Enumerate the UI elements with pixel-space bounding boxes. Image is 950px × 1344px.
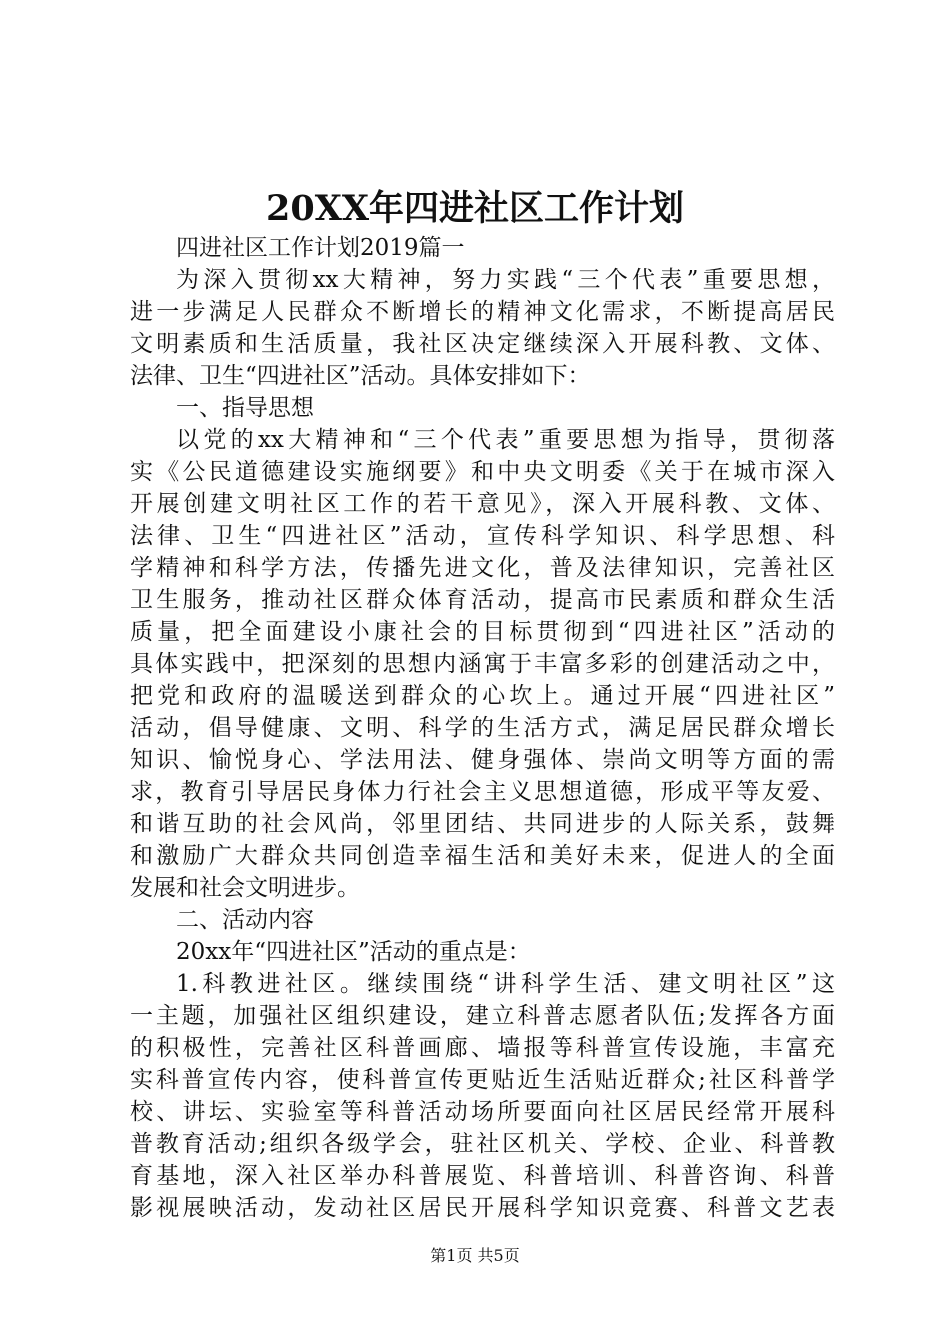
document-title: 20XX年四进社区工作计划: [265, 188, 685, 229]
paragraph-line: 求，教育引导居民身体力行社会主义思想道德，形成平等友爱、: [130, 779, 835, 805]
paragraph-line: 以党的xx大精神和“三个代表”重要思想为指导，贯彻落: [176, 427, 835, 453]
paragraph-line: 1.科教进社区。继续围绕“讲科学生活、建文明社区”这: [176, 971, 835, 997]
paragraph-line: 学精神和科学方法，传播先进文化，普及法律知识，完善社区: [130, 555, 835, 581]
paragraph-line: 卫生服务，推动社区群众体育活动，提高市民素质和群众生活: [130, 587, 835, 613]
paragraph-line: 一主题，加强社区组织建设，建立科普志愿者队伍;发挥各方面: [130, 1003, 835, 1029]
paragraph-line: 和激励广大群众共同创造幸福生活和美好未来，促进人的全面: [130, 843, 835, 869]
paragraph-line: 把党和政府的温暖送到群众的心坎上。通过开展“四进社区”: [130, 683, 835, 709]
section-heading: 一、指导思想: [176, 395, 314, 421]
paragraph-line: 发展和社会文明进步。: [130, 875, 360, 901]
paragraph-line: 实科普宣传内容，使科普宣传更贴近生活贴近群众;社区科普学: [130, 1067, 835, 1093]
paragraph-line: 实《公民道德建设实施纲要》和中央文明委《关于在城市深入: [130, 459, 835, 485]
paragraph-line: 文明素质和生活质量，我社区决定继续深入开展科教、文体、: [130, 331, 835, 357]
paragraph-line: 的积极性，完善社区科普画廊、墙报等科普宣传设施，丰富充: [130, 1035, 835, 1061]
paragraph-line: 普教育活动;组织各级学会，驻社区机关、学校、企业、科普教: [130, 1131, 835, 1157]
paragraph-line: 20xx年“四进社区”活动的重点是：: [176, 939, 531, 965]
paragraph-line: 知识、愉悦身心、学法用法、健身强体、崇尚文明等方面的需: [130, 747, 835, 773]
paragraph-line: 校、讲坛、实验室等科普活动场所要面向社区居民经常开展科: [130, 1099, 835, 1125]
paragraph-line: 影视展映活动，发动社区居民开展科学知识竞赛、科普文艺表: [130, 1195, 835, 1221]
paragraph-line: 和谐互助的社会风尚，邻里团结、共同进步的人际关系，鼓舞: [130, 811, 835, 837]
section-heading: 二、活动内容: [176, 907, 314, 933]
paragraph-line: 进一步满足人民群众不断增长的精神文化需求，不断提高居民: [130, 299, 835, 325]
paragraph-line: 活动，倡导健康、文明、科学的生活方式，满足居民群众增长: [130, 715, 835, 741]
paragraph-line: 开展创建文明社区工作的若干意见》，深入开展科教、文体、: [130, 491, 835, 517]
paragraph-line: 法律、卫生“四进社区”活动。具体安排如下：: [130, 363, 591, 389]
paragraph-line: 育基地，深入社区举办科普展览、科普培训、科普咨询、科普: [130, 1163, 835, 1189]
section-heading: 四进社区工作计划2019篇一: [176, 235, 465, 261]
paragraph-line: 法律、卫生“四进社区”活动，宣传科学知识、科学思想、科: [130, 523, 835, 549]
paragraph-line: 为深入贯彻xx大精神，努力实践“三个代表”重要思想，: [176, 267, 835, 293]
paragraph-line: 具体实践中，把深刻的思想内涵寓于丰富多彩的创建活动之中，: [130, 651, 835, 677]
page-number-footer: 第1页 共5页: [430, 1246, 520, 1265]
paragraph-line: 质量，把全面建设小康社会的目标贯彻到“四进社区”活动的: [130, 619, 835, 645]
